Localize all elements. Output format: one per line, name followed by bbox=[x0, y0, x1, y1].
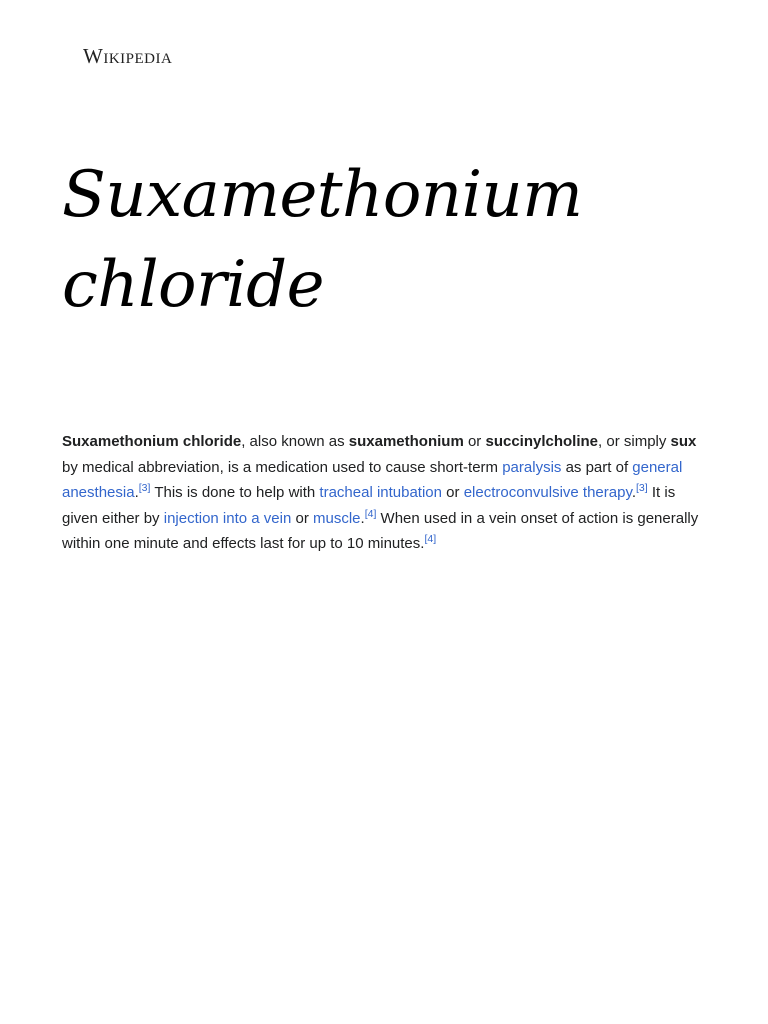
reference-3[interactable] bbox=[139, 482, 151, 494]
lead-text: . bbox=[360, 509, 365, 527]
reference-3[interactable] bbox=[636, 482, 648, 494]
lead-text: . bbox=[631, 484, 637, 501]
reference-link[interactable]: [4] bbox=[364, 507, 377, 520]
lead-text: , also known as bbox=[241, 433, 349, 450]
reference-4[interactable] bbox=[424, 533, 436, 545]
link-paralysis[interactable]: paralysis bbox=[502, 458, 562, 476]
lead-text: This is done to help with bbox=[150, 484, 320, 501]
wikipedia-wordmark[interactable]: Wikipedia bbox=[83, 44, 173, 68]
lead-text: , or simply bbox=[598, 433, 671, 450]
link-general-anesthesia[interactable]: general anesthesia bbox=[62, 458, 683, 501]
link-muscle[interactable]: muscle bbox=[313, 509, 361, 527]
bold-term-suxamethonium-chloride: Suxamethonium chloride bbox=[62, 433, 242, 450]
page-title: Suxamethonium chloride bbox=[62, 158, 583, 322]
lead-text: or bbox=[442, 484, 464, 501]
lead-text: It is given either by bbox=[62, 484, 676, 527]
reference-link[interactable]: [4] bbox=[424, 533, 437, 545]
lead-text: by medical abbreviation, is a medication used to cause short-term bbox=[62, 458, 503, 476]
lead-text: . bbox=[134, 484, 139, 501]
bold-term-succinylcholine: succinylcholine bbox=[485, 433, 599, 450]
reference-link[interactable]: [3] bbox=[138, 482, 151, 494]
article-lead-paragraph bbox=[62, 429, 710, 557]
link-tracheal-intubation[interactable]: tracheal intubation bbox=[319, 484, 442, 501]
lead-text: or bbox=[291, 509, 314, 527]
lead-text: When used in a vein onset of action is generally within one minute and effects last for up to 10 minutes. bbox=[62, 509, 699, 552]
reference-4[interactable] bbox=[365, 508, 377, 520]
reference-link[interactable]: [3] bbox=[636, 482, 648, 494]
lead-text: or bbox=[463, 433, 486, 450]
bold-term-sux: sux bbox=[670, 433, 697, 450]
lead-text: as part of bbox=[561, 458, 633, 476]
link-injection-into-a-vein[interactable]: injection into a vein bbox=[163, 509, 292, 527]
bold-term-suxamethonium: suxamethonium bbox=[348, 433, 464, 450]
link-electroconvulsive-therapy[interactable]: electroconvulsive therapy bbox=[463, 484, 632, 501]
